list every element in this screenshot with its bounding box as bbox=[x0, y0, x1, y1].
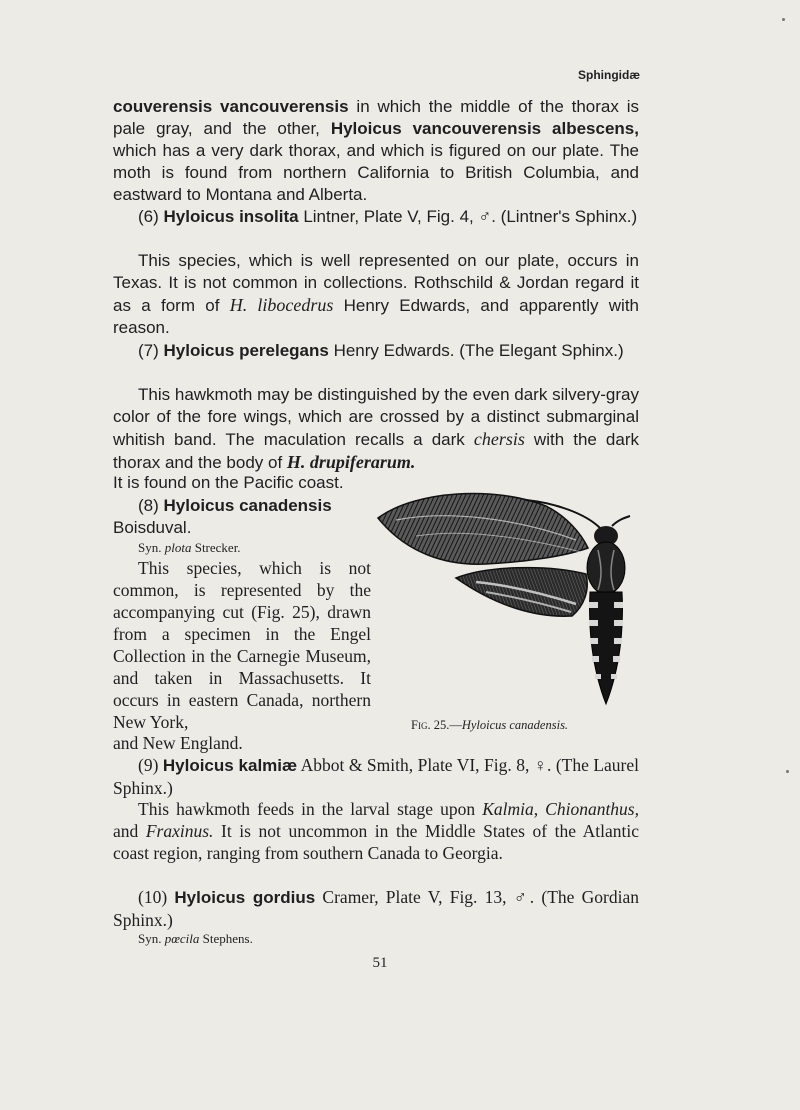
taxon-name: Hyloicus canadensis bbox=[163, 496, 332, 515]
taxon-name: Hyloicus perelegans bbox=[163, 341, 329, 360]
paragraph-canadensis-end: and New England. bbox=[113, 733, 243, 753]
page-number: 51 bbox=[372, 955, 388, 971]
text-run: This hawkmoth feeds in the larval stage upon bbox=[138, 799, 483, 819]
synonym-line-poecila bbox=[138, 931, 253, 947]
species-number: (9) bbox=[138, 755, 163, 775]
synonym-line-plota bbox=[138, 540, 241, 556]
text-run: It is not uncommon in the Middle States of the Atlantic coast region, ranging from southern Canada to Georgia. bbox=[113, 821, 639, 863]
taxon-name: Fraxinus. bbox=[145, 821, 214, 841]
taxon-name: Kalmia, Chionanthus, bbox=[482, 799, 639, 819]
species-heading-perelegans bbox=[113, 340, 639, 362]
taxon-name: couverensis vancouverensis bbox=[113, 97, 349, 116]
hind-wing bbox=[456, 568, 587, 617]
species-heading-gordius bbox=[113, 886, 639, 931]
paragraph-perelegans-end bbox=[113, 472, 383, 494]
taxon-name: H. libocedrus bbox=[229, 295, 334, 315]
text-run: Cramer, Plate V, Fig. 13, ♂. (The Gordian Sphinx.) bbox=[113, 887, 640, 930]
paper-speck bbox=[782, 18, 785, 21]
text-run: Lintner, Plate V, Fig. 4, ♂. (Lintner's Sphinx.) bbox=[298, 207, 638, 226]
moth-thorax bbox=[587, 542, 625, 594]
paragraph-perelegans bbox=[113, 384, 639, 474]
hawkmoth-illustration-icon bbox=[376, 478, 640, 714]
running-head: Sphingidæ bbox=[578, 68, 640, 82]
text-run: Henry Edwards, and apparently with reason. bbox=[113, 296, 639, 337]
figure-label: Fig. 25. bbox=[411, 718, 450, 732]
paragraph-vancouverensis bbox=[113, 96, 639, 206]
text-run: Syn. bbox=[138, 540, 165, 555]
text-run: and bbox=[113, 821, 146, 841]
figure-caption bbox=[411, 718, 631, 733]
taxon-name: Hyloicus vancouverensis albescens, bbox=[330, 119, 639, 138]
text-run: It is found on the Pacific coast. bbox=[113, 473, 344, 492]
taxon-name: Hyloicus gordius bbox=[174, 888, 316, 907]
taxon-name: chersis bbox=[473, 429, 525, 449]
moth-drawing bbox=[376, 478, 640, 714]
moth-abdomen bbox=[590, 592, 623, 704]
species-heading-canadensis bbox=[113, 495, 371, 539]
text-run: Stephens. bbox=[199, 931, 253, 946]
text-run: Abbot & Smith, Plate VI, Fig. 8, ♀. (The Laurel Sphinx.) bbox=[113, 755, 640, 798]
text-run: This species, which is well represented on our plate, occurs in Texas. It is not common in collections. Rothschild & Jordan regard it as a form of bbox=[113, 251, 639, 315]
text-run: Syn. bbox=[138, 931, 165, 946]
fore-wing bbox=[378, 494, 588, 565]
species-heading-insolita bbox=[113, 206, 639, 228]
species-heading-kalmiae bbox=[113, 754, 639, 799]
paper-speck bbox=[786, 770, 789, 773]
text-run: Boisduval. bbox=[113, 518, 192, 537]
taxon-name: H. drupiferarum. bbox=[286, 452, 416, 472]
species-number: (6) bbox=[138, 207, 164, 226]
taxon-name: plota bbox=[164, 540, 192, 555]
caption-dash: — bbox=[449, 718, 462, 732]
text-run: which has a very dark thorax, and which is figured on our plate. The moth is found from northern California to British Columbia, and eastward to Montana and Alberta. bbox=[113, 141, 639, 204]
taxon-name: pœcila bbox=[164, 931, 200, 946]
figure-title: Hyloicus canadensis. bbox=[461, 718, 569, 732]
species-number: (8) bbox=[138, 496, 164, 515]
text-run: with the dark thorax and the body of bbox=[113, 430, 639, 472]
paragraph-insolita bbox=[113, 250, 639, 339]
taxon-name: Hyloicus insolita bbox=[163, 207, 299, 226]
taxon-name: Hyloicus kalmiæ bbox=[162, 756, 298, 775]
paragraph-kalmiae bbox=[113, 798, 639, 864]
paragraph-canadensis: This species, which is not common, is represented by the accompanying cut (Fig. 25), drawn from a specimen in the Engel Collection in the Carnegie Museum, and taken in Massachusetts. It occurs in eastern Canada, northern New York, bbox=[113, 558, 371, 732]
text-run: Henry Edwards. (The Elegant Sphinx.) bbox=[328, 341, 624, 360]
text-run: in which the middle of the thorax is pale gray, and the other, bbox=[113, 97, 639, 138]
text-run: This hawkmoth may be distinguished by the even dark silvery-gray color of the fore wings, which are crossed by a distinct submarginal whitish band. The maculation recalls a dark bbox=[113, 385, 639, 449]
text-run: Strecker. bbox=[191, 540, 241, 555]
species-number: (7) bbox=[138, 341, 164, 360]
species-number: (10) bbox=[138, 887, 175, 907]
